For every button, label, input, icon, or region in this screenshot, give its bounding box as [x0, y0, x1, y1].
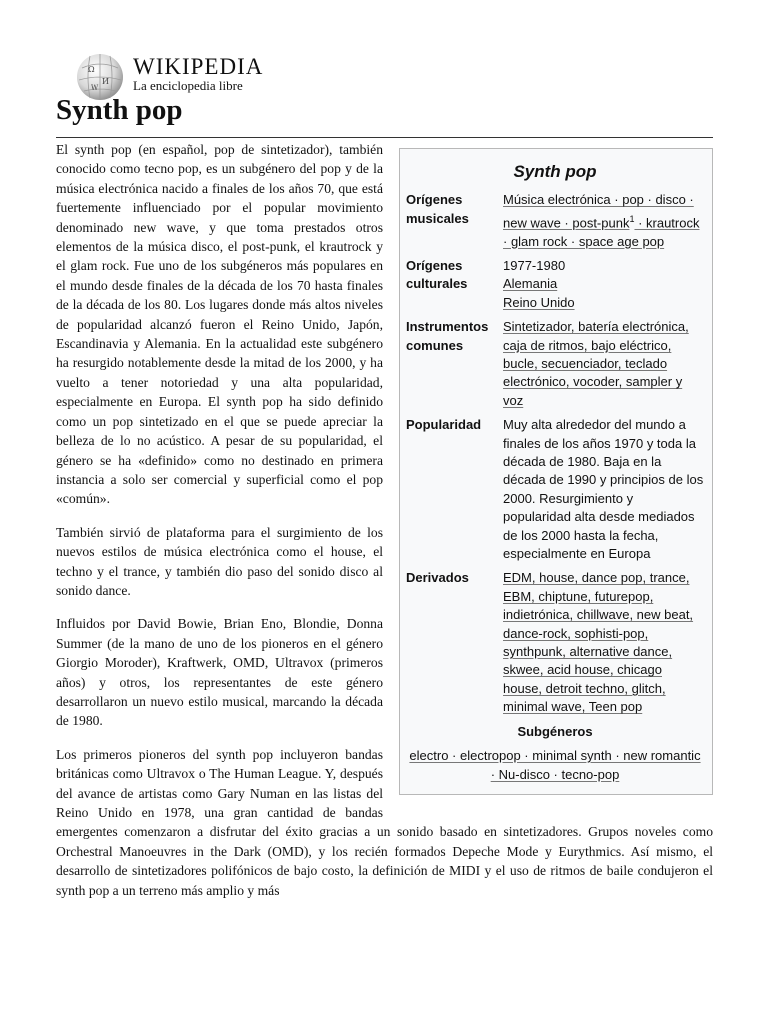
paragraph: Influidos por David Bowie, Brian Eno, Blondie, Donna Summer (de la mano de uno de los pioneros en el género Giorgio Moroder), Kraftwerk, OMD, Ultravox (primeros años) y otros, los representantes de este género desarrollaron un nuevo estilo musical, marcando la década de 1980. — [56, 616, 383, 729]
paragraph: Los primeros pioneros del synth pop incluyeron bandas británicas como Ultravox o The Human League. Y, después del avance de artistas como Gary Numan en las listas del Reino Unido en 1978, una gran cantidad de bandas emergentes comenzaron a disfrutar del éxito gracias a un sonido basado en sintetizadores. Grupos noveles como Orchestral Manoeuvres in the Dark (OMD), y los recién formados Depeche Mode y Eurythmics. Así mismo, el desarrollo de sintetizadores polifónicos de bajo costo, la definición de MIDI y el uso de ritmos de baile condujeron el synth pop a un terreno más amplio y más — [56, 746, 713, 898]
infobox-label: Popularidad — [406, 417, 482, 433]
infobox-link[interactable]: Reino Unido — [503, 294, 575, 310]
title-divider — [56, 137, 713, 138]
infobox-value[interactable]: EDM, house, dance pop, trance, EBM, chiptune, futurepop, indietrónica, chillwave, new beat, dance-rock, sophisti-pop, synthpunk, alternative dance, skwee, acid house, chicago house, detroit techno, glitch, minimal wave, Teen pop — [503, 570, 694, 715]
infobox-value — [503, 191, 704, 251]
site-name[interactable]: WIKIPEDIA — [133, 54, 264, 79]
site-tagline: La enciclopedia libre — [133, 78, 243, 93]
infobox-row-origenes-culturales — [406, 257, 704, 312]
svg-text:И: И — [102, 77, 109, 86]
infobox-value — [503, 257, 704, 312]
infobox-label: Orígenes musicales — [406, 192, 469, 226]
infobox-link[interactable]: Alemania — [503, 276, 558, 292]
infobox-label: Derivados — [406, 570, 469, 586]
infobox-title: Synth pop — [513, 162, 597, 181]
infobox-link[interactable]: · krautrock · glam rock · space age pop — [503, 215, 700, 249]
footnote-ref[interactable]: 1 — [629, 213, 635, 224]
infobox-row-instrumentos — [406, 318, 704, 410]
infobox-value[interactable]: Sintetizador, batería electrónica, caja de ritmos, bajo eléctrico, bucle, secuenciador, teclado electrónico, vocoder, sampler y voz — [503, 319, 689, 408]
infobox-value-line: 1977-1980 — [503, 257, 566, 273]
paragraph: El synth pop (en español, pop de sintetizador), también conocido como tecno pop, es un subgénero del pop y de la música electrónica nacido a finales de los años 70, que está fuertemente influenciado por el popular movimiento denominado new wave, y que toma prestados otros elementos de la música disco, el post-punk, el krautrock y el glam rock. Fue uno de los subgéneros más populares en el mundo desde finales de la década de los 70 hasta finales de la década de los 80. Los lugares donde más altos niveles de popularidad alcanzó fueron el Reino Unido, Japón, Escandinavia y Alemania. En la actualidad este subgénero ha resurgido notablemente desde la mitad de los 2000, y ha vuelto a tener notoriedad y una alta popularidad, especialmente en Europa. El synth pop ha sido definido como un pop sintetizado en el que se puede apreciar la belleza de lo no acústico. A pesar de su popularidad, el género se ha «definido» como no destinado en primera instancia a solo ser comercial y superficial como el pop «común». — [56, 142, 383, 507]
infobox-subgenres-list[interactable]: electro · electropop · minimal synth · new romantic · Nu-disco · tecno-pop — [409, 748, 701, 782]
infobox-row-popularidad — [406, 416, 704, 563]
infobox-link[interactable]: Música electrónica · pop · disco · new wave · post-punk — [503, 192, 694, 231]
page-title: Synth pop — [56, 94, 183, 126]
infobox-label: Orígenes culturales — [406, 257, 468, 292]
paragraph: También sirvió de plataforma para el surgimiento de los nuevos estilos de música electrónica como el house, el techno y el trance, y también dio paso del sonido disco al sonido dance. — [56, 524, 383, 598]
article-body — [56, 140, 713, 914]
infobox-subgenres-heading: Subgéneros — [517, 723, 593, 739]
infobox — [399, 148, 713, 795]
infobox-row-derivados — [406, 569, 704, 716]
infobox-label: Instrumentos comunes — [406, 319, 489, 353]
svg-text:Ω: Ω — [88, 65, 95, 74]
infobox-value: Muy alta alrededor del mundo a finales de los años 1970 y toda la década de 1980. Baja en la década de 1990 y principios de los 2000. Resurgimiento y popularidad alta desde mediados de los 2000 hasta la fecha, especialmente en Europa — [503, 417, 704, 562]
infobox-row-origenes-musicales — [406, 191, 704, 251]
svg-text:W: W — [91, 84, 99, 92]
